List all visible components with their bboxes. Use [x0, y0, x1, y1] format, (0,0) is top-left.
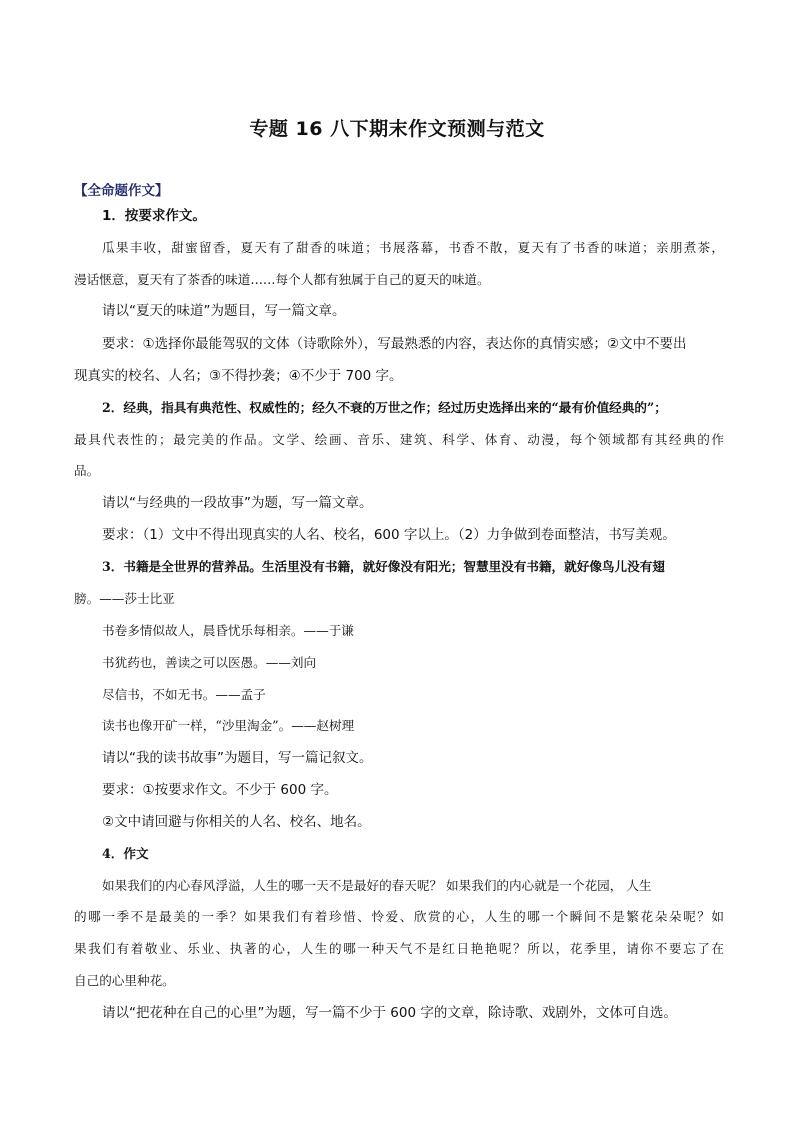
prompt-1-heading: 1．按要求作文。: [102, 208, 206, 224]
prompt-4-text: 果我们有着敬业、乐业、执著的心，人生的哪一种天气不是红日艳艳呢？所以，花季里，请你不要忘了在: [74, 941, 724, 956]
prompt-1-text: 瓜果丰收，甜蜜留香，夏天有了甜香的味道；书展落幕，书香不散，夏天有了书香的味道；亲朋煮茶，: [102, 240, 724, 255]
prompt-1-instruction: 请以“夏天的味道”为题目，写一篇文章。: [102, 303, 346, 319]
prompt-1-requirements: 要求：①选择你最能驾驭的文体（诗歌除外），写最熟悉的内容，表达你的真情实感；②文中不要出: [102, 336, 687, 352]
prompt-2-requirements: 要求：（1）文中不得出现真实的人名、校名，600 字以上。（2）力争做到卷面整洁，书写美观。: [102, 527, 676, 543]
prompt-3-quote: 膀。——莎士比亚: [74, 591, 175, 606]
prompt-3-requirements: 要求：①按要求作文。不少于 600 字。: [102, 782, 338, 798]
prompt-3-requirements: ②文中请回避与你相关的人名、校名、地名。: [102, 814, 371, 830]
prompt-4-text: 如果我们的内心春风浮溢，人生的哪一天不是最好的春天呢？ 如果我们的内心就是一个花园， 人生: [102, 878, 652, 893]
prompt-2-heading: 2．经典，指具有典范性、权威性的；经久不衰的万世之作；经过历史选择出来的“最有价值经典的”；: [102, 400, 667, 415]
prompt-3-quote: 书卷多情似故人，晨昏忧乐每相亲。——于谦: [102, 623, 354, 638]
prompt-2-text: 最具代表性的；最完美的作品。文学、绘画、音乐、建筑、科学、体育、动漫，每个领域都有其经典的作: [74, 432, 724, 447]
prompt-3-heading: 3．书籍是全世界的营养品。生活里没有书籍，就好像没有阳光；智慧里没有书籍，就好像鸟儿没有翅: [102, 559, 665, 574]
prompt-4-instruction: 请以“把花种在自己的心里”为题，写一篇不少于 600 字的文章，除诗歌、戏剧外，文体可自选。: [102, 1005, 677, 1021]
section-heading: 【全命题作文】: [74, 183, 169, 199]
prompt-3-instruction: 请以“我的读书故事”为题目，写一篇记叙文。: [102, 750, 373, 766]
prompt-2-text: 品。: [74, 463, 100, 478]
prompt-1-requirements: 现真实的校名、人名；③不得抄袭；④不少于 700 字。: [74, 368, 403, 384]
prompt-3-quote: 书犹药也，善读之可以医愚。——刘向: [102, 655, 317, 670]
prompt-4-text: 的哪一季不是最美的一季？如果我们有着珍惜、怜爱、欣赏的心，人生的哪一个瞬间不是繁花朵朵呢？如: [74, 909, 724, 924]
prompt-4-heading: 4．作文: [102, 846, 149, 861]
prompt-3-quote: 读书也像开矿一样，“沙里淘金”。——赵树理: [102, 718, 355, 733]
prompt-1-text: 漫话惬意，夏天有了茶香的味道……每个人都有独属于自己的夏天的味道。: [74, 272, 490, 287]
page-title: 专题 16 八下期末作文预测与范文: [249, 118, 545, 140]
prompt-3-quote: 尽信书，不如无书。——孟子: [102, 687, 266, 702]
prompt-2-instruction: 请以“与经典的一段故事”为题，写一篇文章。: [102, 495, 373, 511]
prompt-4-text: 自己的心里种花。: [74, 973, 175, 988]
